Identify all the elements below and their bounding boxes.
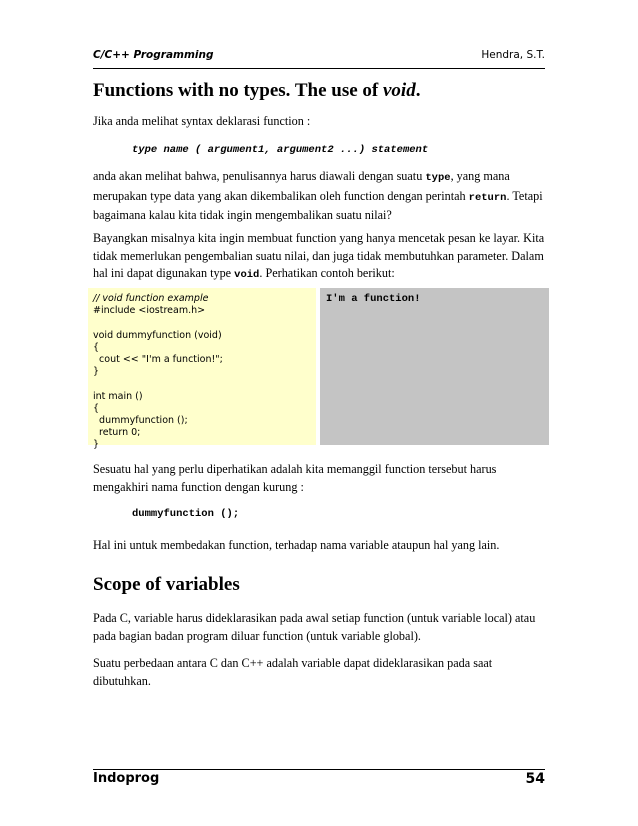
example-output-panel <box>320 288 549 445</box>
code-line: #include <iostream.h> <box>93 305 206 317</box>
code-line: int main () <box>93 390 143 402</box>
code-line <box>93 317 223 329</box>
paragraph-void-usage <box>93 230 553 285</box>
example-table <box>88 288 549 451</box>
section-heading-void <box>93 80 420 102</box>
example-code <box>93 293 223 451</box>
paragraph-distinction: Hal ini untuk membedakan function, terhadap nama variable ataupun hal yang lain. <box>93 538 500 552</box>
code-line <box>93 378 223 390</box>
code-line: dummyfunction (); <box>93 414 188 426</box>
paragraph-scope-c: Pada C, variable harus dideklarasikan pada awal setiap function (untuk variable local) atau pada bagian badan program diluar function (untuk variable global). <box>93 611 536 643</box>
header-author: Hendra, S.T. <box>481 49 545 61</box>
inline-code-type: type <box>425 172 451 184</box>
paragraph-text: Bayangkan misalnya kita ingin membuat function yang hanya mencetak pesan ke layar. Kita tidak memerlukan pengembalian suatu nilai, dan juga tidak membutuhkan parameter. Dalam hal ini dapat digunakan type <box>93 231 545 280</box>
heading-keyword: void <box>382 80 416 101</box>
syntax-line: type name ( argument1, argument2 ...) statement <box>132 144 429 156</box>
heading-text: Functions with no types. The use of <box>93 80 383 101</box>
code-line: return 0; <box>93 427 141 439</box>
paragraph-scope-cpp: Suatu perbedaan antara C dan C++ adalah variable dapat dideklarasikan pada saat dibutuhkan. <box>93 656 493 688</box>
code-line: } <box>93 439 100 451</box>
page-header <box>93 49 545 69</box>
code-line: // void function example <box>93 293 209 304</box>
footer-rule <box>93 769 545 770</box>
code-line: } <box>93 366 100 378</box>
paragraph-text: , yang mana merupakan type data yang akan dikembalikan oleh function dengan perintah <box>93 169 510 203</box>
paragraph-call-note: Sesuatu hal yang perlu diperhatikan adalah kita memanggil function tersebut harus mengakhiri nama function dengan kurung : <box>93 462 497 494</box>
example-code-panel <box>88 288 316 451</box>
page-footer <box>93 771 545 793</box>
page-number: 54 <box>525 771 545 787</box>
header-title: C/C++ Programming <box>93 49 214 61</box>
paragraph-text: . Perhatikan contoh berikut: <box>259 266 395 280</box>
example-output: I'm a function! <box>326 293 421 305</box>
section-heading-scope: Scope of variables <box>93 574 240 595</box>
heading-punctuation: . <box>415 80 421 101</box>
inline-code-return: return <box>468 191 507 204</box>
paragraph-text: . Tetapi bagaimana kalau kita tidak ingin mengembalikan suatu nilai? <box>93 188 543 222</box>
code-line: void dummyfunction (void) <box>93 329 222 341</box>
paragraph-text: anda akan melihat bahwa, penulisannya harus diawali dengan suatu <box>93 169 426 183</box>
inline-code-void: void <box>234 269 260 281</box>
header-rule <box>93 68 545 69</box>
footer-label: Indoprog <box>93 771 160 786</box>
paragraph-type-return <box>93 168 553 225</box>
function-call-example: dummyfunction (); <box>132 508 240 520</box>
code-line: cout << "I'm a function!"; <box>93 353 223 365</box>
code-line: { <box>93 402 100 414</box>
intro-paragraph: Jika anda melihat syntax deklarasi function : <box>93 114 311 128</box>
code-line: { <box>93 341 100 353</box>
